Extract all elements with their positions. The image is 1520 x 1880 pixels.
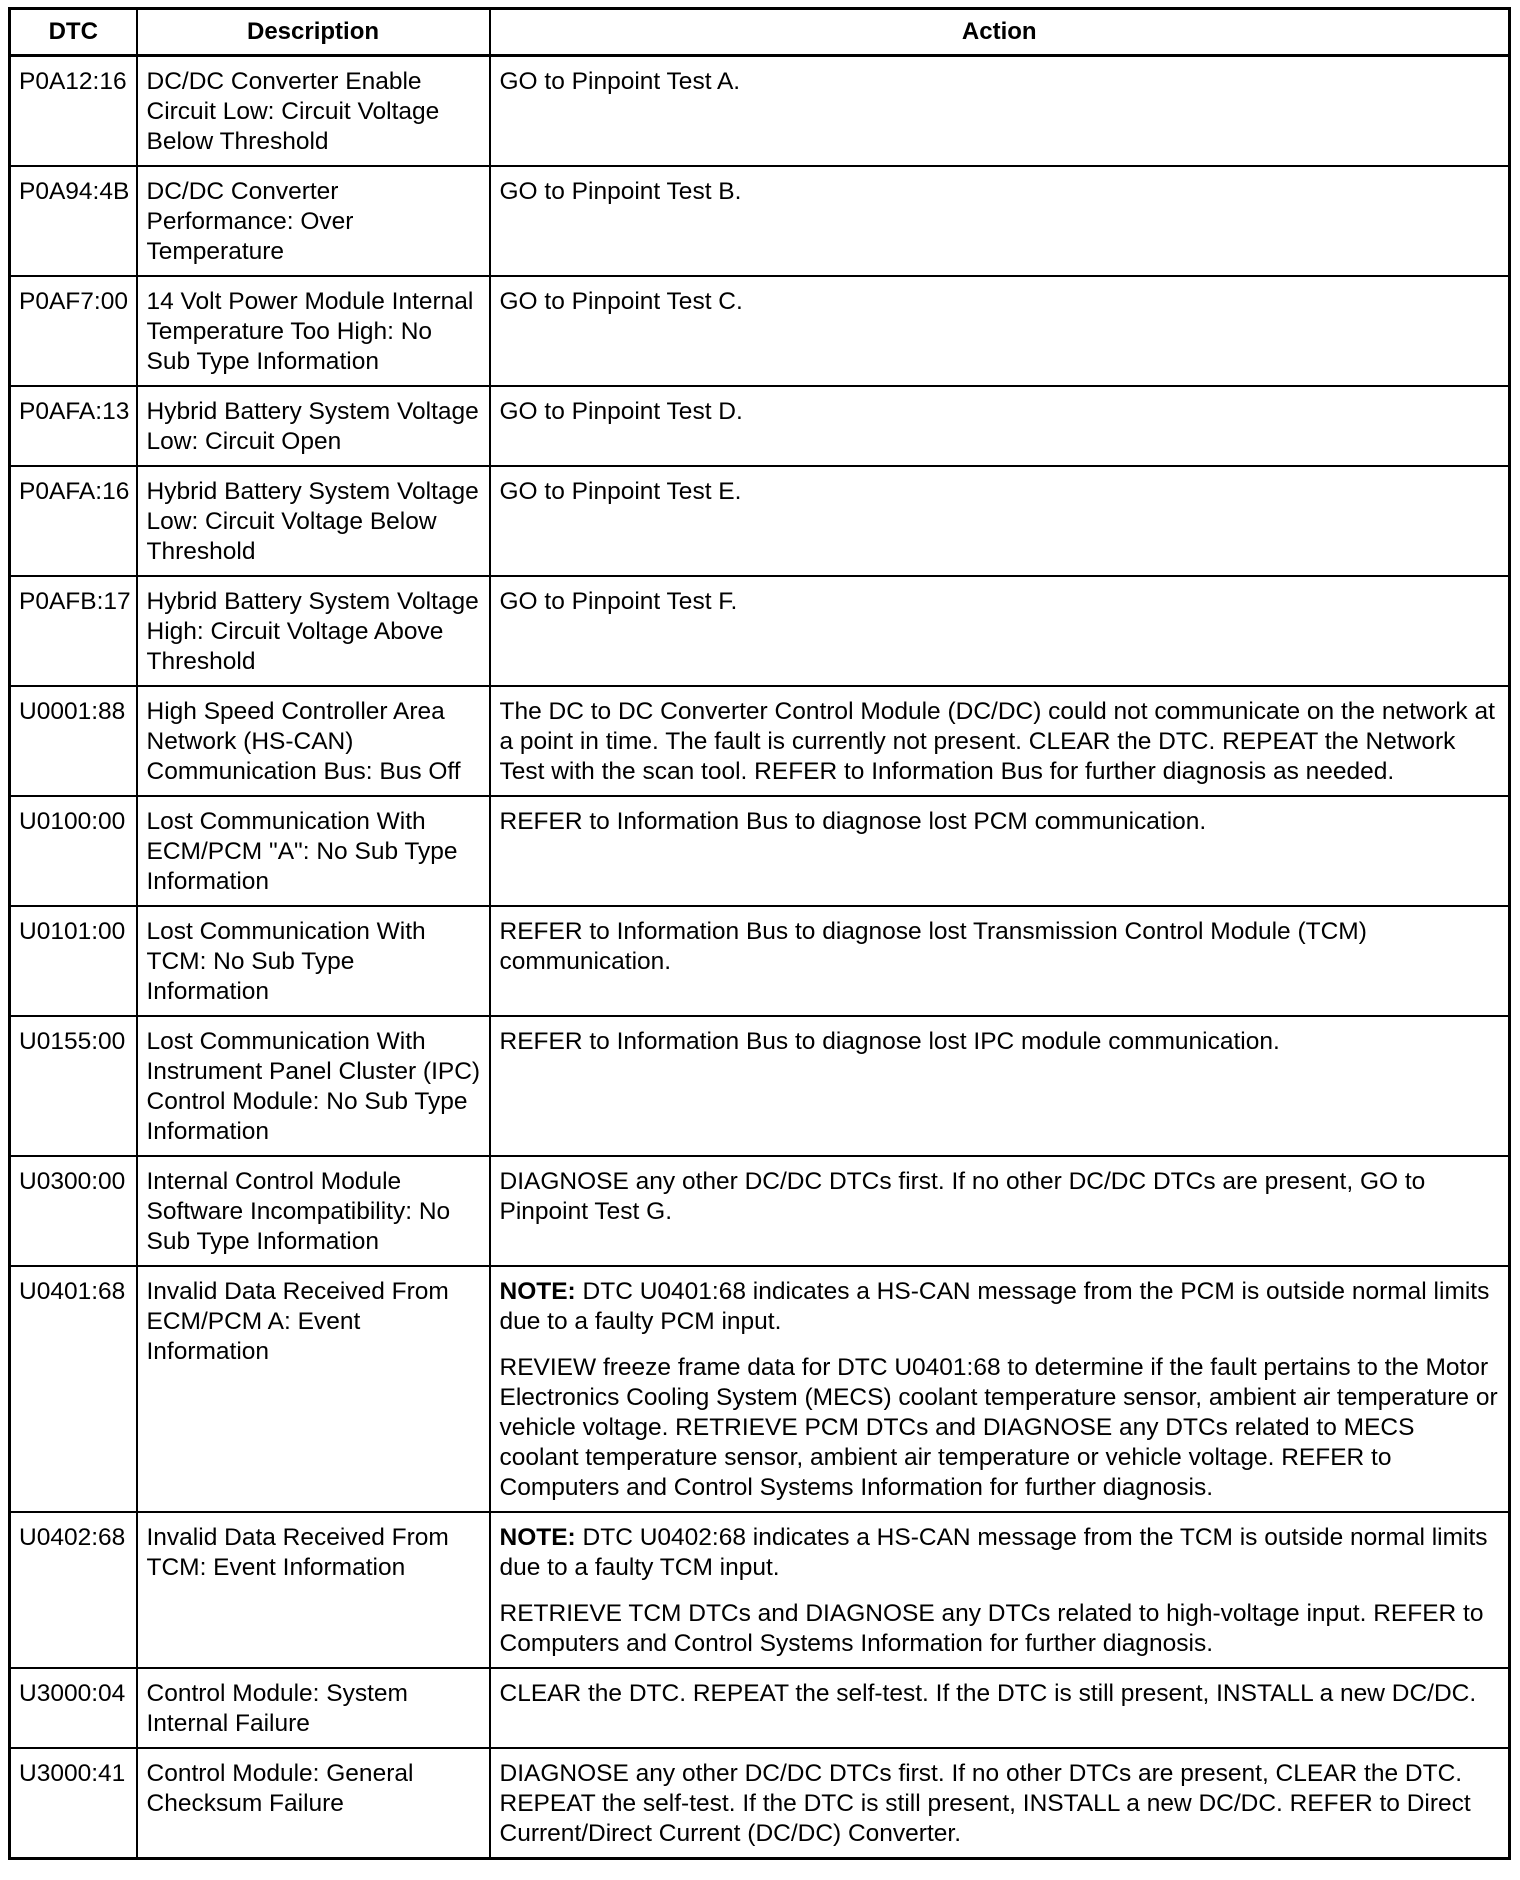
dtc-action: CLEAR the DTC. REPEAT the self-test. If the DTC is still present, INSTALL a new DC/DC.	[490, 1668, 1510, 1748]
table-row	[10, 1156, 1510, 1266]
dtc-description: Hybrid Battery System Voltage Low: Circuit Open	[137, 386, 490, 466]
dtc-code: U0155:00	[10, 1016, 137, 1156]
dtc-code: U3000:41	[10, 1748, 137, 1859]
dtc-action: GO to Pinpoint Test A.	[490, 56, 1510, 167]
dtc-description: Lost Communication With TCM: No Sub Type Information	[137, 906, 490, 1016]
dtc-code: P0AFA:13	[10, 386, 137, 466]
table-row	[10, 386, 1510, 466]
table-row	[10, 686, 1510, 796]
dtc-action: REFER to Information Bus to diagnose lost PCM communication.	[490, 796, 1510, 906]
dtc-action: REVIEW freeze frame data for DTC U0401:68 to determine if the fault pertains to the Motor Electronics Cooling System (MECS) coolant temperature sensor, ambient air temperature or vehicle voltage. RETRIEVE PCM DTCs and DIAGNOSE any DTCs related to MECS coolant temperature sensor, ambient air temperature or vehicle voltage. REFER to Computers and Control Systems Information for further diagnosis.	[499, 1354, 1498, 1501]
dtc-action: GO to Pinpoint Test B.	[490, 166, 1510, 276]
table-row	[10, 1512, 1510, 1668]
dtc-description: Hybrid Battery System Voltage High: Circuit Voltage Above Threshold	[137, 576, 490, 686]
dtc-code: P0A94:4B	[10, 166, 137, 276]
dtc-code: P0AFA:16	[10, 466, 137, 576]
dtc-action: GO to Pinpoint Test F.	[490, 576, 1510, 686]
note-text: DTC U0402:68 indicates a HS-CAN message from the TCM is outside normal limits due to a faulty TCM input.	[499, 1524, 1488, 1581]
dtc-action: DIAGNOSE any other DC/DC DTCs first. If no other DTCs are present, CLEAR the DTC. REPEAT the self-test. If the DTC is still present, INSTALL a new DC/DC. REFER to Direct Current/Direct Current (DC/DC) Converter.	[490, 1748, 1510, 1859]
table-row	[10, 576, 1510, 686]
dtc-code: U0101:00	[10, 906, 137, 1016]
header-description: Description	[137, 9, 490, 56]
dtc-action: REFER to Information Bus to diagnose lost IPC module communication.	[490, 1016, 1510, 1156]
table-row	[10, 166, 1510, 276]
note-paragraph	[500, 1523, 1501, 1583]
dtc-code: U3000:04	[10, 1668, 137, 1748]
dtc-action: GO to Pinpoint Test E.	[490, 466, 1510, 576]
dtc-action: REFER to Information Bus to diagnose lost Transmission Control Module (TCM) communication.	[490, 906, 1510, 1016]
dtc-description: Hybrid Battery System Voltage Low: Circuit Voltage Below Threshold	[137, 466, 490, 576]
dtc-description: Lost Communication With Instrument Panel Cluster (IPC) Control Module: No Sub Type Information	[137, 1016, 490, 1156]
dtc-description: Invalid Data Received From TCM: Event Information	[137, 1512, 490, 1668]
dtc-action: RETRIEVE TCM DTCs and DIAGNOSE any DTCs related to high-voltage input. REFER to Computers and Control Systems Information for further diagnosis.	[499, 1600, 1484, 1657]
dtc-code: U0300:00	[10, 1156, 137, 1266]
dtc-description: Control Module: General Checksum Failure	[137, 1748, 490, 1859]
note-label: NOTE:	[499, 1278, 576, 1305]
dtc-table	[8, 7, 1511, 1860]
dtc-description: DC/DC Converter Performance: Over Temperature	[137, 166, 490, 276]
dtc-description: Lost Communication With ECM/PCM "A": No Sub Type Information	[137, 796, 490, 906]
dtc-code: U0401:68	[10, 1266, 137, 1512]
note-label: NOTE:	[499, 1524, 576, 1551]
dtc-code: P0AFB:17	[10, 576, 137, 686]
dtc-description: Internal Control Module Software Incompatibility: No Sub Type Information	[137, 1156, 490, 1266]
header-row	[10, 9, 1510, 56]
dtc-code: U0402:68	[10, 1512, 137, 1668]
table-body	[10, 56, 1510, 1859]
dtc-action: The DC to DC Converter Control Module (DC/DC) could not communicate on the network at a point in time. The fault is currently not present. CLEAR the DTC. REPEAT the Network Test with the scan tool. REFER to Information Bus for further diagnosis as needed.	[490, 686, 1510, 796]
dtc-description: Invalid Data Received From ECM/PCM A: Event Information	[137, 1266, 490, 1512]
table-row	[10, 276, 1510, 386]
table-row	[10, 906, 1510, 1016]
dtc-action: DIAGNOSE any other DC/DC DTCs first. If no other DC/DC DTCs are present, GO to Pinpoint Test G.	[490, 1156, 1510, 1266]
dtc-description: DC/DC Converter Enable Circuit Low: Circuit Voltage Below Threshold	[137, 56, 490, 167]
header-action: Action	[490, 9, 1510, 56]
table-row	[10, 466, 1510, 576]
table-header	[10, 9, 1510, 56]
header-dtc: DTC	[10, 9, 137, 56]
table-row	[10, 796, 1510, 906]
dtc-description: 14 Volt Power Module Internal Temperature Too High: No Sub Type Information	[137, 276, 490, 386]
dtc-action: GO to Pinpoint Test D.	[490, 386, 1510, 466]
dtc-description: Control Module: System Internal Failure	[137, 1668, 490, 1748]
dtc-action-cell	[490, 1512, 1510, 1668]
dtc-code: U0100:00	[10, 796, 137, 906]
dtc-action-cell	[490, 1266, 1510, 1512]
dtc-action: GO to Pinpoint Test C.	[490, 276, 1510, 386]
note-text: DTC U0401:68 indicates a HS-CAN message from the PCM is outside normal limits due to a faulty PCM input.	[499, 1278, 1490, 1335]
note-paragraph	[500, 1277, 1501, 1337]
dtc-code: P0A12:16	[10, 56, 137, 167]
table-row	[10, 1266, 1510, 1512]
table-row	[10, 56, 1510, 167]
table-row	[10, 1016, 1510, 1156]
dtc-code: U0001:88	[10, 686, 137, 796]
dtc-code: P0AF7:00	[10, 276, 137, 386]
dtc-description: High Speed Controller Area Network (HS-CAN) Communication Bus: Bus Off	[137, 686, 490, 796]
table-row	[10, 1668, 1510, 1748]
table-row	[10, 1748, 1510, 1859]
